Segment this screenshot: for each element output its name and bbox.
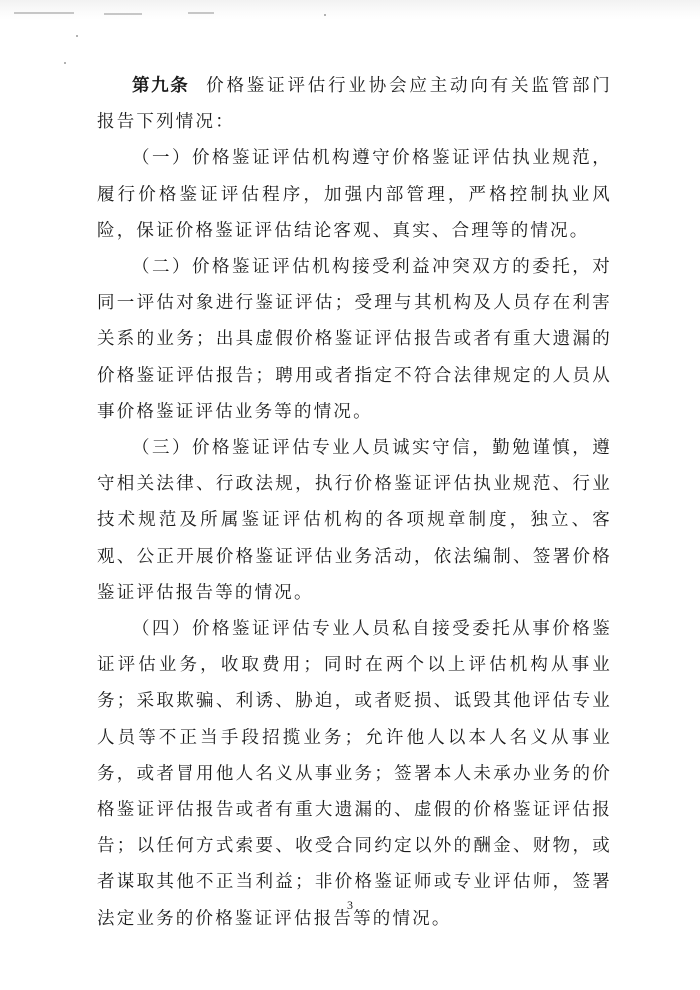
scan-artifact	[188, 12, 214, 14]
scan-artifact	[14, 12, 74, 14]
scan-edge-shadow	[0, 0, 700, 20]
item-3-paragraph: （三）价格鉴证评估专业人员诚实守信，勤勉谨慎，遵守相关法律、行政法规，执行价格鉴证评估执业规范、行业技术规范及所属鉴证评估机构的各项规章制度，独立、客观、公正开展价格鉴证评估业务活动，依法编制、签署价格鉴证评估报告等的情况。	[97, 438, 612, 603]
article-paragraph	[97, 68, 612, 140]
item-4-paragraph: （四）价格鉴证评估专业人员私自接受委托从事价格鉴证评估业务，收取费用；同时在两个以上评估机构从事业务；采取欺骗、利诱、胁迫，或者贬损、诋毁其他评估专业人员等不正当手段招揽业务；允许他人以本人名义从事业务，或者冒用他人名义从事业务；签署本人未承办业务的价格鉴证评估报告或者有重大遗漏的、虚假的价格鉴证评估报告；以任何方式索要、收受合同约定以外的酬金、财物，或者谋取其他不正当利益；非价格鉴证师或专业评估师，签署法定业务的价格鉴证评估报告等的情况。	[97, 619, 612, 929]
document-body	[97, 68, 612, 937]
scan-speck	[324, 14, 326, 16]
scan-speck	[76, 35, 78, 37]
page-number: 3	[347, 898, 353, 912]
item-1-paragraph: （一）价格鉴证评估机构遵守价格鉴证评估执业规范，履行价格鉴证评估程序，加强内部管理，严格控制执业风险，保证价格鉴证评估结论客观、真实、合理等的情况。	[97, 148, 612, 241]
article-intro: 价格鉴证评估行业协会应主动向有关监管部门报告下列情况：	[97, 76, 613, 133]
item-2-paragraph: （二）价格鉴证评估机构接受利益冲突双方的委托，对同一评估对象进行鉴证评估；受理与其机构及人员存在利害关系的业务；出具虚假价格鉴证评估报告或者有重大遗漏的价格鉴证评估报告；聘用或者指定不符合法律规定的人员从事价格鉴证评估业务等的情况。	[97, 257, 612, 422]
article-title: 第九条	[132, 76, 190, 96]
scan-artifact	[104, 13, 142, 15]
scan-speck	[64, 62, 66, 64]
